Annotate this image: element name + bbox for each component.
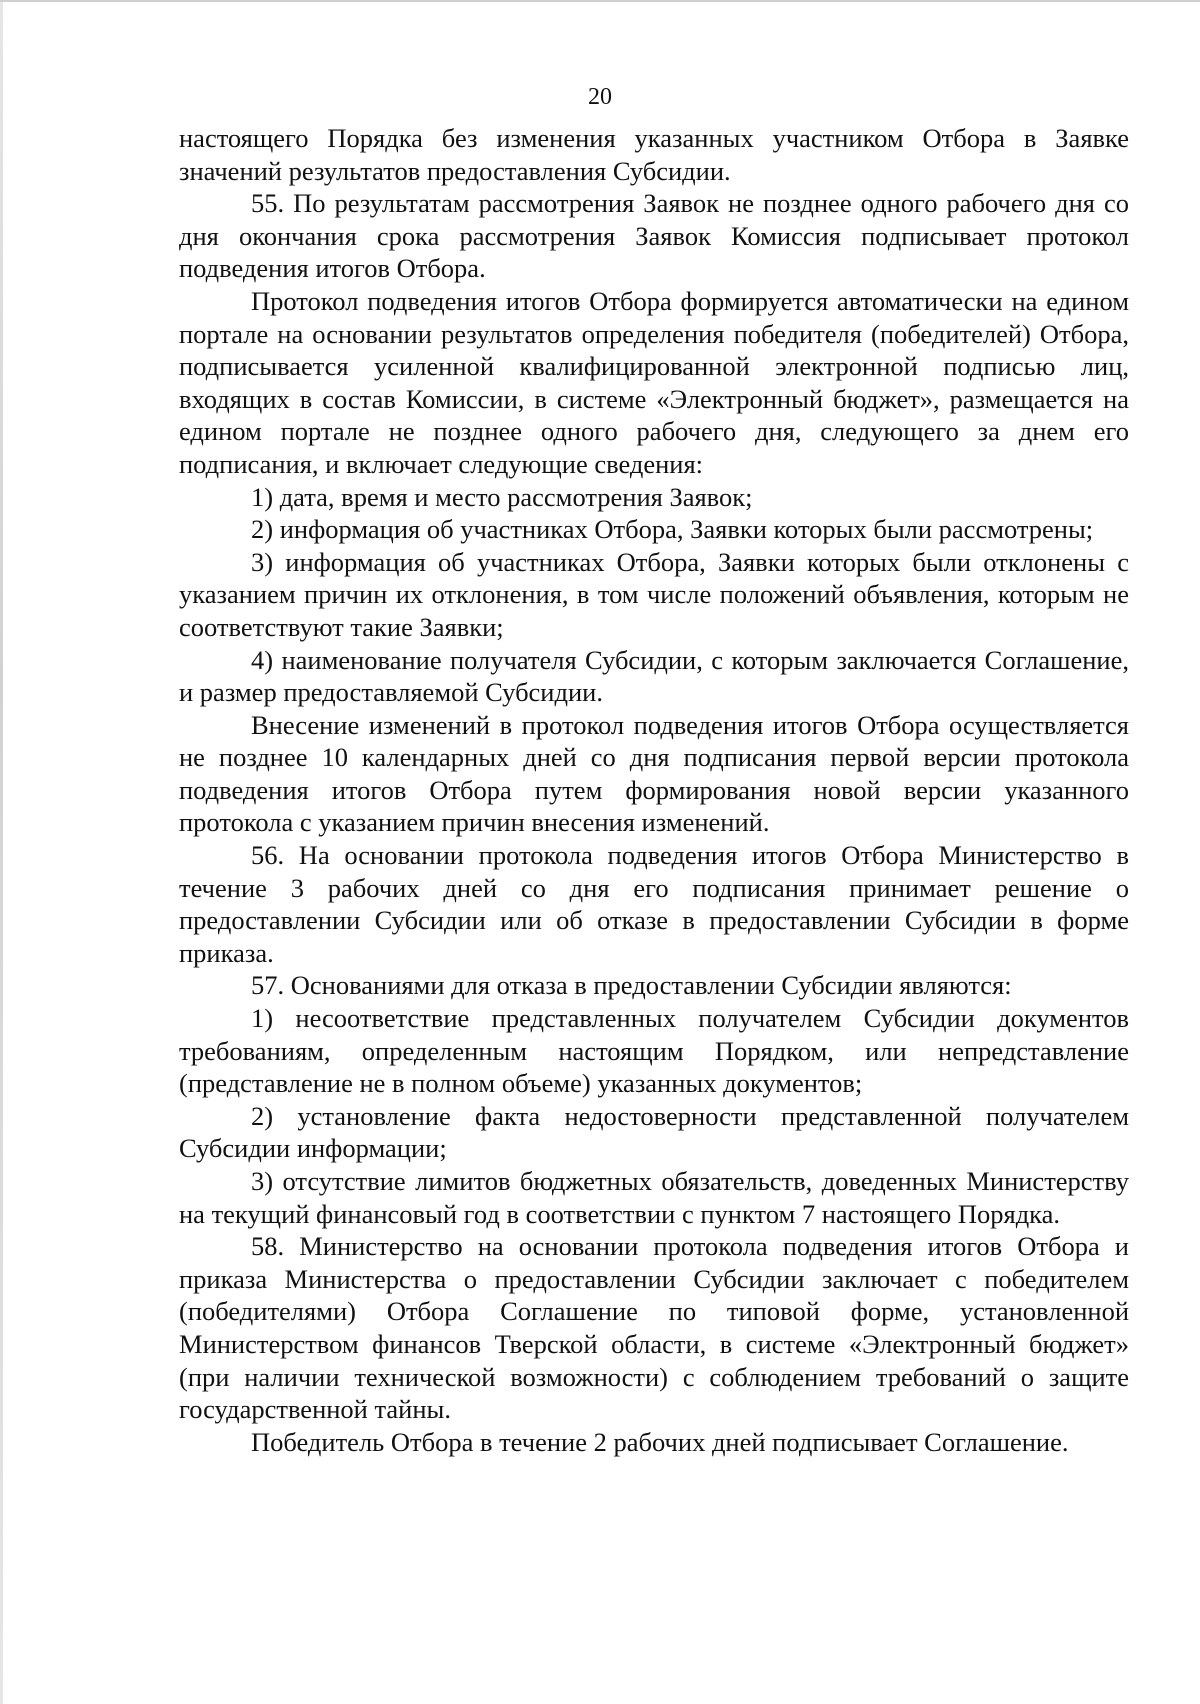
page-number: 20 — [588, 84, 612, 110]
paragraph: 55. По результатам рассмотрения Заявок не позднее одного рабочего дня со дня окончания срока рассмотрения Заявок Комиссия подписывает протокол подведения итогов Отбора. — [179, 188, 1129, 284]
paragraph: 57. Основаниями для отказа в предоставлении Субсидии являются: — [251, 970, 1012, 1001]
paragraph: 56. На основании протокола подведения итогов Отбора Министерство в течение 3 рабочих дней со дня его подписания принимает решение о предоставлении Субсидии или об отказе в предоставлении Субсидии в форме приказа. — [179, 840, 1129, 968]
paragraph: 2) информация об участниках Отбора, Заявки которых были рассмотрены; — [251, 514, 1094, 545]
paragraph: настоящего Порядка без изменения указанных участником Отбора в Заявке значений результатов предоставления Субсидии. — [179, 123, 1129, 186]
paragraph: 3) информация об участниках Отбора, Заявки которых были отклонены с указанием причин их отклонения, в том числе положений объявления, которым не соответствуют такие Заявки; — [179, 546, 1129, 642]
paragraph: Победитель Отбора в течение 2 рабочих дней подписывает Соглашение. — [251, 1426, 1069, 1457]
paragraph: 2) установление факта недостоверности представленной получателем Субсидии информации; — [179, 1100, 1129, 1164]
paragraph: 1) несоответствие представленных получателем Субсидии документов требованиям, определенным настоящим Порядком, или непредставление (представление не в полном объеме) указанных документов; — [179, 1003, 1129, 1099]
paragraph: 1) дата, время и место рассмотрения Заявок; — [251, 481, 753, 512]
scan-edge — [0, 2, 3, 1704]
paragraph: 58. Министерство на основании протокола подведения итогов Отбора и приказа Министерства о предоставлении Субсидии заключает с победителем (победителями) Отбора Соглашение по типовой форме, установленной Министерством финансов Тверской области, в системе «Электронный бюджет» (при наличии технической возможности) с соблюдением требований о защите государственной тайны. — [179, 1231, 1129, 1425]
paragraph: Протокол подведения итогов Отбора формируется автоматически на едином портале на основании результатов определения победителя (победителей) Отбора, подписывается усиленной квалифицированной электронной подписью лиц, входящих в состав Комиссии, в системе «Электронный бюджет», размещается на едином портале не позднее одного рабочего дня, следующего за днем его подписания, и включает следующие сведения: — [179, 285, 1129, 479]
paragraph: 4) наименование получателя Субсидии, с которым заключается Соглашение, и размер предоставляемой Субсидии. — [179, 644, 1129, 708]
paragraph: Внесение изменений в протокол подведения итогов Отбора осуществляется не позднее 10 календарных дней со дня подписания первой версии протокола подведения итогов Отбора путем формирования новой версии указанного протокола с указанием причин внесения изменений. — [179, 709, 1129, 838]
document-body — [179, 122, 1129, 1458]
paragraph: 3) отсутствие лимитов бюджетных обязательств, доведенных Министерству на текущий финансовый год в соответствии с пунктом 7 настоящего Порядка. — [179, 1166, 1129, 1229]
